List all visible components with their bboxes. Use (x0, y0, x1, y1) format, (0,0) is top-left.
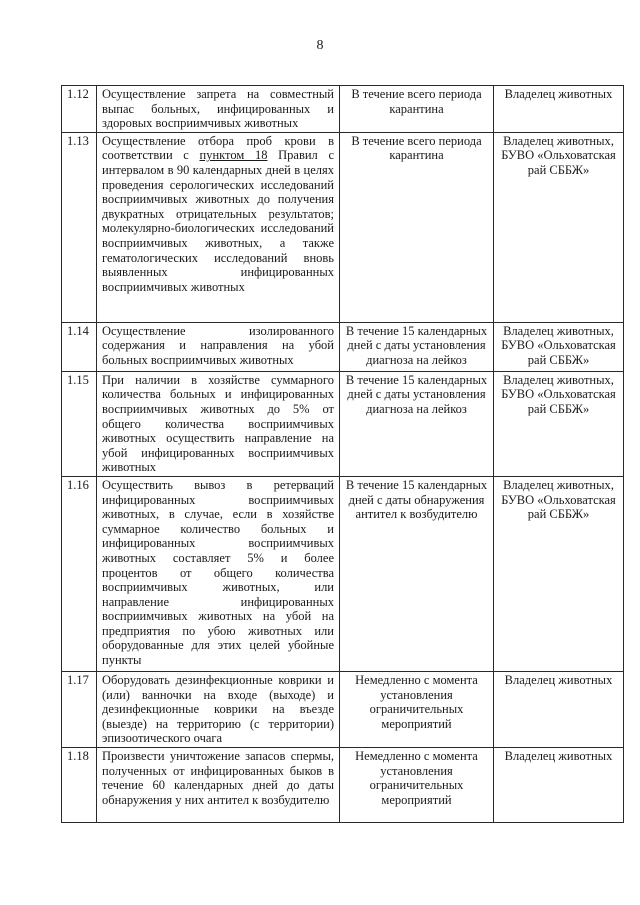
item-number: 1.13 (62, 132, 97, 322)
measure-description: Осуществление запрета на совместный выпас больных, инфицированных и здоровых восприимчивых животных (97, 86, 340, 133)
item-number: 1.17 (62, 671, 97, 747)
measures-table (61, 85, 624, 823)
item-number: 1.18 (62, 747, 97, 822)
measure-responsible: Владелец животных (494, 747, 624, 822)
measure-term: Немедленно с момента установления ограничительных мероприятий (340, 747, 494, 822)
measure-term: В течение 15 календарных дней с даты установления диагноза на лейкоз (340, 322, 494, 371)
table-row (62, 322, 624, 371)
measure-responsible: Владелец животных, БУВО «Ольховатская рай СББЖ» (494, 322, 624, 371)
item-number: 1.14 (62, 322, 97, 371)
item-number: 1.12 (62, 86, 97, 133)
measure-term: В течение 15 календарных дней с даты обнаружения антител к возбудителю (340, 476, 494, 671)
page-number: 8 (316, 38, 324, 53)
measure-description: Осуществить вывоз в ретерваций инфицированных восприимчивых животных, в случае, если в хозяйстве суммарное количество больных и инфицированных восприимчивых животных составляет 5% и более процентов от общего количества восприимчивых животных, или направление инфицированных восприимчивых животных на убой на предприятия по убою животных или оборудованные для этих целей убойные пункты (97, 476, 340, 671)
table-row (62, 86, 624, 133)
measure-description: Произвести уничтожение запасов спермы, полученных от инфицированных быков в течение 60 календарных дней до даты обнаружения у них антител к возбудителю (97, 747, 340, 822)
measure-term: В течение всего периода карантина (340, 132, 494, 322)
description-text: Правил с интервалом в 90 календарных дней в целях проведения серологических исследований восприимчивых животных до получения двукратных отрицательных результатов; молекулярно-биологических исследований восприимчивых животных, а также гематологических исследований вновь выявленных инфицированных восприимчивых животных (102, 148, 334, 294)
table-row (62, 132, 624, 322)
item-number: 1.15 (62, 371, 97, 476)
measure-description: Оборудовать дезинфекционные коврики и (или) ванночки на входе (выходе) и дезинфекционные коврики на въезде (выезде) на территорию (с территории) эпизоотического очага (97, 671, 340, 747)
item-number: 1.16 (62, 476, 97, 671)
table-row (62, 747, 624, 822)
table-row (62, 476, 624, 671)
measure-term: В течение 15 календарных дней с даты установления диагноза на лейкоз (340, 371, 494, 476)
table-row (62, 671, 624, 747)
measure-responsible: Владелец животных, БУВО «Ольховатская рай СББЖ» (494, 476, 624, 671)
table-row (62, 371, 624, 476)
measure-responsible: Владелец животных, БУВО «Ольховатская рай СББЖ» (494, 132, 624, 322)
measure-description: Осуществление изолированного содержания и направления на убой больных восприимчивых животных (97, 322, 340, 371)
measure-term: Немедленно с момента установления ограничительных мероприятий (340, 671, 494, 747)
measure-description: При наличии в хозяйстве суммарного количества больных и инфицированных восприимчивых животных до 5% от общего количества восприимчивых животных осуществить направление на убой инфицированных восприимчивых животных (97, 371, 340, 476)
measure-responsible: Владелец животных (494, 86, 624, 133)
measure-term: В течение всего периода карантина (340, 86, 494, 133)
rule-point-link[interactable]: пунктом 18 (199, 148, 268, 163)
measure-responsible: Владелец животных (494, 671, 624, 747)
description-text: Осуществление отбора проб крови в соответствии с (102, 133, 334, 163)
measure-responsible: Владелец животных, БУВО «Ольховатская рай СББЖ» (494, 371, 624, 476)
measure-description (97, 132, 340, 322)
